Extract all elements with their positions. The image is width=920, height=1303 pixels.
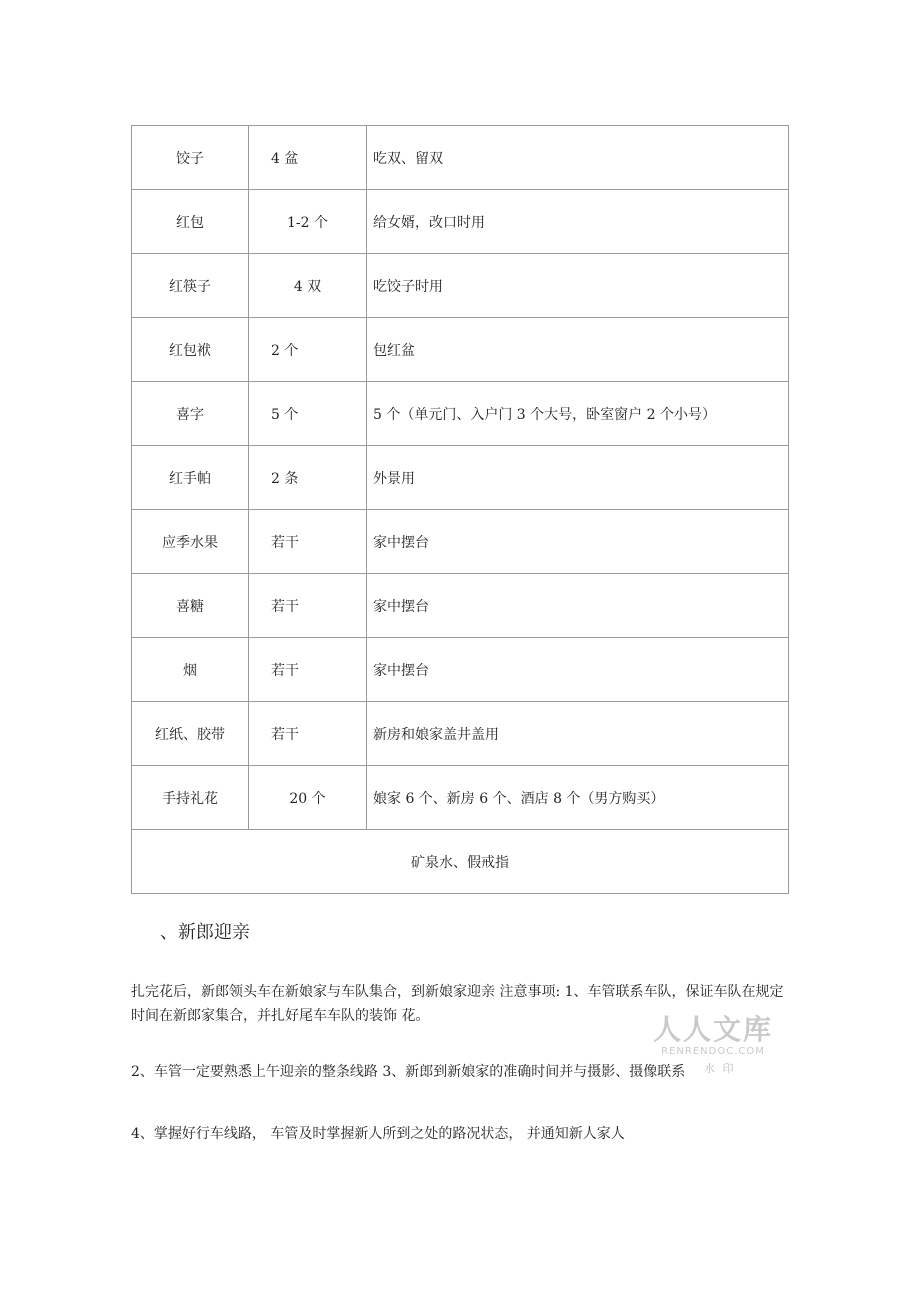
item-quantity-cell: 4 盆: [249, 126, 367, 190]
item-name-cell: 红手帕: [132, 446, 249, 510]
item-name-cell: 红纸、胶带: [132, 702, 249, 766]
item-name-cell: 喜糖: [132, 574, 249, 638]
item-note-cell: 外景用: [367, 446, 789, 510]
paragraph-2: 2、车管一定要熟悉上午迎亲的整条线路 3、新郎到新娘家的准确时间并与摄影、摄像联系: [131, 1064, 686, 1080]
table-footer-cell: 矿泉水、假戒指: [132, 830, 789, 894]
item-note-cell: 家中摆台: [367, 638, 789, 702]
watermark-main-text: 人人文库: [652, 1013, 773, 1046]
item-quantity-cell: 若干: [249, 510, 367, 574]
item-note-cell: 吃双、留双: [367, 126, 789, 190]
item-note-cell: 给女婿，改口时用: [367, 190, 789, 254]
table-row: [132, 382, 789, 446]
table-row: [132, 510, 789, 574]
item-note-cell: 吃饺子时用: [367, 254, 789, 318]
item-note-cell: 娘家 6 个、新房 6 个、酒店 8 个（男方购买）: [367, 766, 789, 830]
paragraph-3: 4、掌握好行车线路， 车管及时掌握新人所到之处的路况状态， 并通知新人家人: [131, 1126, 625, 1142]
table-row: [132, 702, 789, 766]
watermark-sub-text: RENRENDOC.COM: [661, 1046, 765, 1057]
table-row: [132, 254, 789, 318]
item-note-cell: 家中摆台: [367, 574, 789, 638]
item-name-cell: 红筷子: [132, 254, 249, 318]
item-quantity-cell: 若干: [249, 638, 367, 702]
item-quantity-cell: 2 条: [249, 446, 367, 510]
item-name-cell: 红包: [132, 190, 249, 254]
item-name-cell: 应季水果: [132, 510, 249, 574]
item-quantity-cell: 1-2 个: [249, 190, 367, 254]
table-footer-row: [132, 830, 789, 894]
wedding-items-table: [131, 125, 789, 894]
item-name-cell: 手持礼花: [132, 766, 249, 830]
item-quantity-cell: 4 双: [249, 254, 367, 318]
table-row: [132, 318, 789, 382]
item-name-cell: 烟: [132, 638, 249, 702]
item-quantity-cell: 20 个: [249, 766, 367, 830]
watermark-logo: [648, 1014, 778, 1058]
item-note-cell: 5 个（单元门、入户门 3 个大号，卧室窗户 2 个小号）: [367, 382, 789, 446]
item-note-cell: 家中摆台: [367, 510, 789, 574]
item-name-cell: 红包袱: [132, 318, 249, 382]
item-quantity-cell: 2 个: [249, 318, 367, 382]
item-name-cell: 饺子: [132, 126, 249, 190]
table-row: [132, 190, 789, 254]
table-row: [132, 638, 789, 702]
paragraph-1: 扎完花后，新郎领头车在新娘家与车队集合，到新娘家迎亲 注意事项: 1、车管联系车队，保证车队在规定时间在新郎家集合，并扎好尾车车队的装饰 花。: [131, 984, 784, 1024]
table-row: [132, 574, 789, 638]
item-note-cell: 包红盆: [367, 318, 789, 382]
item-quantity-cell: 若干: [249, 574, 367, 638]
table-row: [132, 446, 789, 510]
item-quantity-cell: 5 个: [249, 382, 367, 446]
watermark-tag: 水 印: [704, 1062, 736, 1075]
section-heading: 、新郎迎亲: [160, 922, 250, 943]
table-row: [132, 126, 789, 190]
item-name-cell: 喜字: [132, 382, 249, 446]
table-row: [132, 766, 789, 830]
item-quantity-cell: 若干: [249, 702, 367, 766]
item-note-cell: 新房和娘家盖井盖用: [367, 702, 789, 766]
